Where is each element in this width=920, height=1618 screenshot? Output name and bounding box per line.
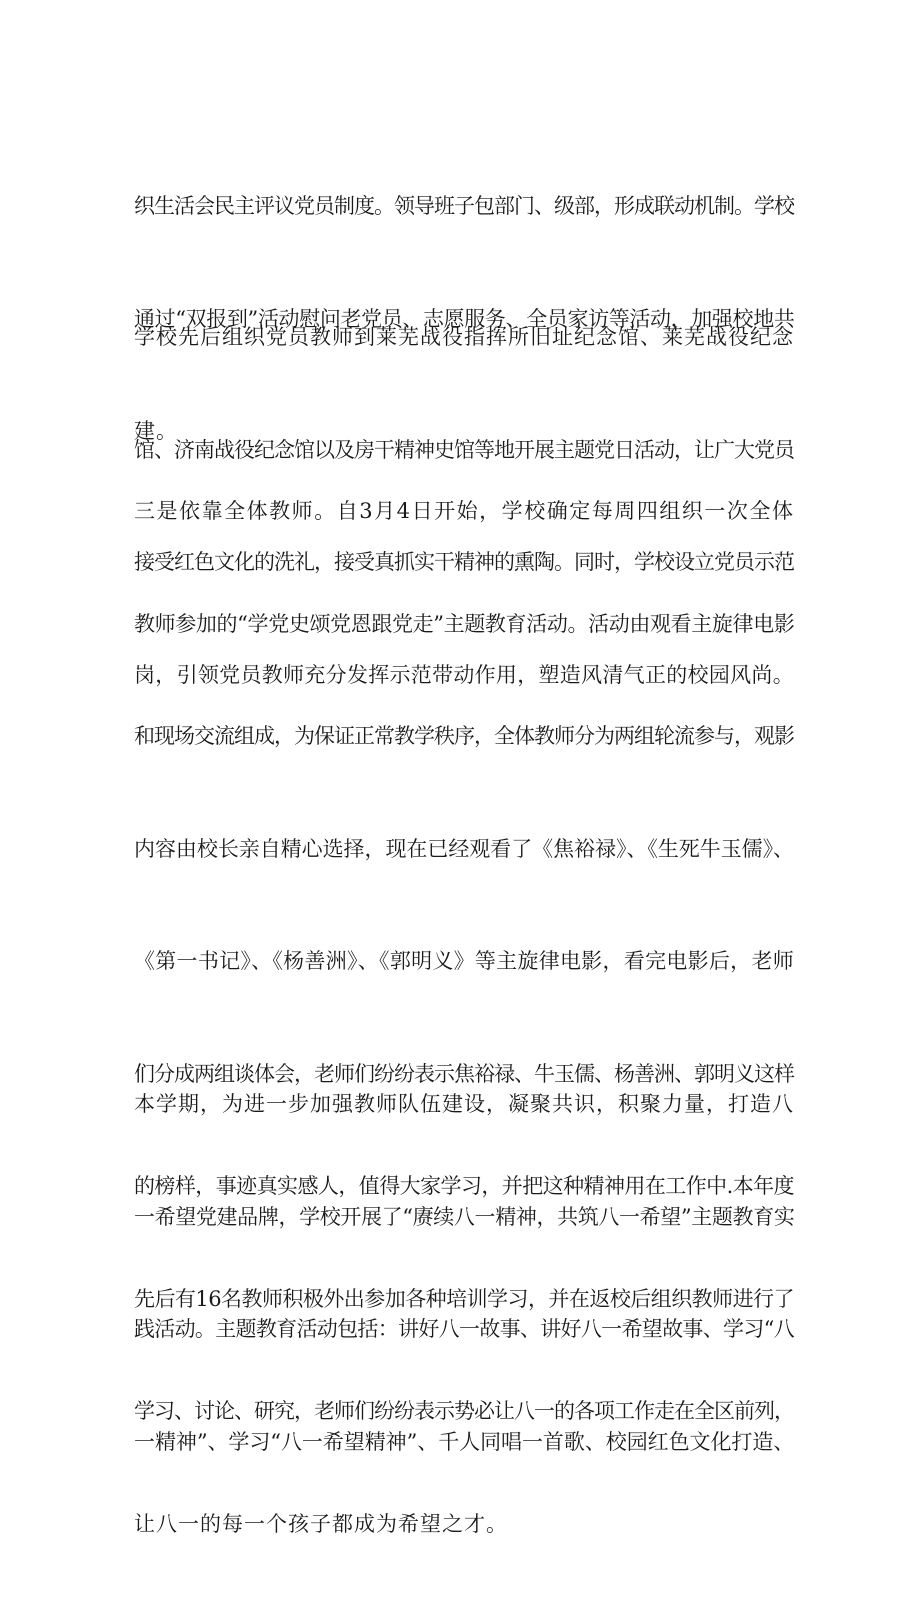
text-line: 内容由校长亲自精心选择，现在已经观看了《焦裕禄》、《生死牛玉儒》、 bbox=[134, 836, 794, 861]
text-line: 先后有16名教师积极外出参加各种培训学习，并在返校后组织教师进行了 bbox=[134, 1286, 794, 1311]
paragraph-4 bbox=[134, 1011, 794, 1536]
text-line: 本学期，为进一步加强教师队伍建设，凝聚共识，积聚力量，打造八 bbox=[134, 1092, 794, 1116]
text-line: 一希望党建品牌，学校开展了“赓续八一精神，共筑八一希望”主题教育实 bbox=[134, 1204, 795, 1229]
text-line: 三是依靠全体教师。自3月4日开始，学校确定每周四组织一次全体 bbox=[134, 499, 794, 523]
text-line: 教师参加的“学党史颂党恩跟党走”主题教育活动。活动由观看主旋律电影 bbox=[134, 611, 795, 636]
text-line: 让八一的每一个孩子都成为希望之才。 bbox=[134, 1511, 508, 1536]
text-line: 《第一书记》、《杨善洲》、《郭明义》等主旋律电影，看完电影后，老师 bbox=[134, 949, 794, 973]
text-line: 学校先后组织党员教师到莱芜战役指挥所旧址纪念馆、莱芜战役纪念 bbox=[134, 325, 794, 349]
text-line: 的榜样，事迹真实感人，值得大家学习，并把这种精神用在工作中.本年度 bbox=[134, 1174, 794, 1198]
text-line: 馆、济南战役纪念馆以及房干精神史馆等地开展主题党日活动，让广大党员 bbox=[134, 437, 794, 462]
text-line: 学习、讨论、研究，老师们纷纷表示势必让八一的各项工作走在全区前列， bbox=[134, 1399, 794, 1423]
text-line: 和现场交流组成，为保证正常教学秩序，全体教师分为两组轮流参与，观影 bbox=[134, 724, 794, 748]
text-line: 通过“双报到”活动慰问老党员、志愿服务、全员家访等活动，加强校地共 bbox=[134, 306, 795, 331]
text-line: 接受红色文化的洗礼，接受真抓实干精神的熏陶。同时，学校设立党员示范 bbox=[134, 550, 794, 574]
text-line: 织生活会民主评议党员制度。领导班子包部门、级部，形成联动机制。学校 bbox=[134, 194, 794, 218]
text-line: 们分成两组谈体会，老师们纷纷表示焦裕禄、牛玉儒、杨善洲、郭明义这样 bbox=[134, 1061, 794, 1086]
text-line: 岗，引领党员教师充分发挥示范带动作用，塑造风清气正的校园风尚。 bbox=[134, 662, 794, 687]
text-line: 一精神”、学习“八一希望精神”、千人同唱一首歌、校园红色文化打造、 bbox=[134, 1429, 795, 1454]
text-line: 践活动。主题教育活动包括：讲好八一故事、讲好八一希望故事、学习“八 bbox=[134, 1317, 794, 1341]
text-line: 建。 bbox=[134, 419, 178, 443]
